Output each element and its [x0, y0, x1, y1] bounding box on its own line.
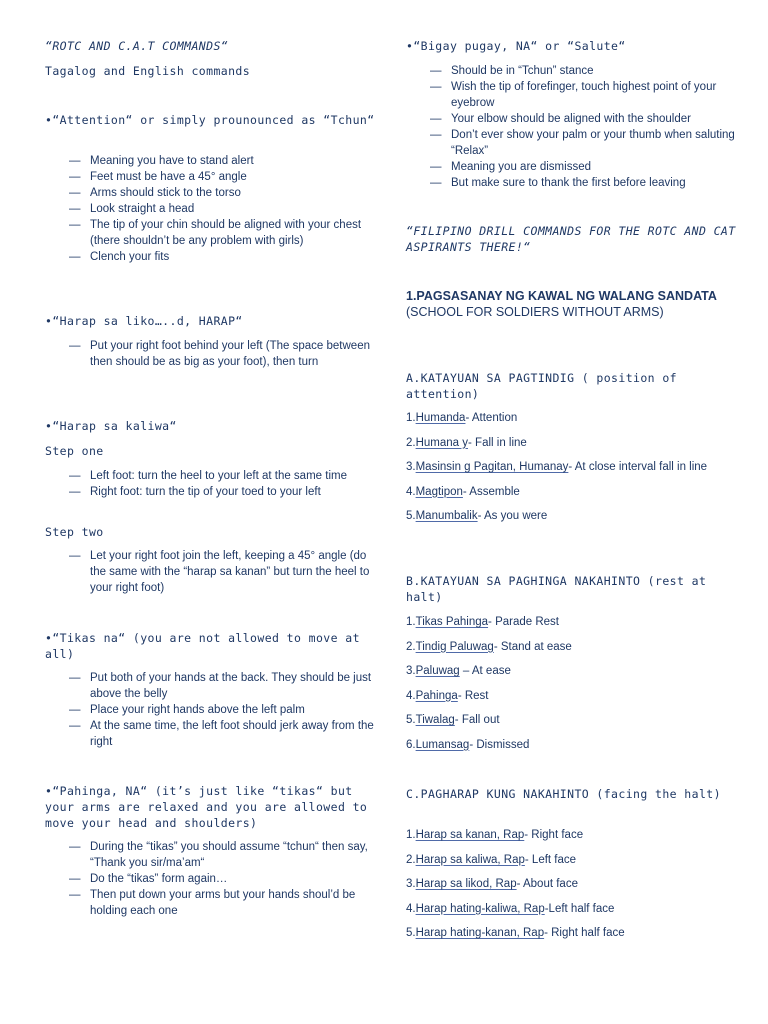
section-c-heading: C.PAGHARAP KUNG NAKAHINTO (facing the halt) [406, 787, 721, 801]
list-item: — Put your right foot behind your left (The space between then should be as big as your foot), then turn [45, 338, 385, 370]
section-1-lead: 1.PAGSASANAY NG KAWAL NG WALANG SANDATA [406, 289, 717, 303]
list-item: — Feet must be have a 45° angle [45, 169, 385, 185]
list-item: — Don’t ever show your palm or your thumb when saluting “Relax” [406, 127, 741, 159]
list-item: — Your elbow should be aligned with the shoulder [406, 111, 741, 127]
list-item: 6.Lumansag- Dismissed [406, 738, 530, 751]
list-item: — The tip of your chin should be aligned with your chest (there shouldn’t be any problem with girls) [45, 217, 385, 249]
list-item: — Put both of your hands at the back. They should be just above the belly [45, 670, 385, 702]
section-1-rest: (SCHOOL FOR SOLDIERS WITHOUT ARMS) [406, 305, 664, 319]
list-item: — Then put down your arms but your hands shoul’d be holding each one [45, 887, 385, 919]
doc-subtitle: Tagalog and English commands [45, 64, 251, 78]
attention-heading: •“Attention“ or simply prounounced as “Tchun“ [45, 113, 375, 127]
list-item: — Wish the tip of forefinger, touch highest point of your eyebrow [406, 79, 741, 111]
list-item: — But make sure to thank the first before leaving [406, 175, 741, 191]
list-item: — Meaning you have to stand alert [45, 153, 385, 169]
list-item: 5.Manumbalik- As you were [406, 510, 548, 522]
section-b-heading: B.KATAYUAN SA PAGHINGA NAKAHINTO (rest at halt) [406, 574, 707, 604]
list-item: — Do the “tikas” form again… [45, 871, 385, 887]
section-a-heading: A.KATAYUAN SA PAGTINDIG ( position of attention) [406, 371, 677, 401]
list-item: — At the same time, the left foot should jerk away from the right [45, 718, 385, 750]
list-item: 4.Pahinga- Rest [406, 689, 489, 702]
list-item: — Right foot: turn the tip of your toed to your left [45, 484, 385, 500]
list-item: 1.Humanda- Attention [406, 412, 518, 424]
list-item: 2.Harap sa kaliwa, Rap- Left face [406, 853, 577, 866]
list-item: — Let your right foot join the left, keeping a 45° angle (do the same with the “harap sa kanan” but turn the heel to your right foot) [45, 548, 385, 596]
list-item: — Place your right hands above the left palm [45, 702, 385, 718]
list-item: 2.Tindig Paluwag- Stand at ease [406, 640, 572, 653]
list-item: — Left foot: turn the heel to your left at the same time [45, 468, 385, 484]
list-item: — Meaning you are dismissed [406, 159, 741, 175]
salute-heading: •“Bigay pugay, NA“ or “Salute“ [406, 39, 626, 53]
step-one-label: Step one [45, 444, 104, 458]
harap-liko-heading: •“Harap sa liko…..d, HARAP“ [45, 314, 243, 328]
doc-title: “ROTC AND C.A.T COMMANDS“ [45, 39, 229, 53]
list-item: 3.Masinsin g Pagitan, Humanay- At close interval fall in line [406, 461, 708, 473]
section-b-list [406, 610, 741, 757]
section-a-list [406, 406, 741, 529]
tikas-heading: •“Tikas na“ (you are not allowed to move at all) [45, 631, 360, 661]
list-item: 1.Tikas Pahinga- Parade Rest [406, 616, 559, 628]
harap-kaliwa-heading: •“Harap sa kaliwa“ [45, 419, 177, 433]
list-item: 5.Tiwalag- Fall out [406, 714, 500, 726]
list-item: — Arms should stick to the torso [45, 185, 385, 201]
list-item: — During the “tikas” you should assume “tchun“ then say, “Thank you sir/ma’am“ [45, 839, 385, 871]
pahinga-list [45, 839, 385, 919]
list-item: 5.Harap hating-kanan, Rap- Right half face [406, 927, 625, 939]
list-item: — Clench your fits [45, 249, 385, 265]
attention-list [45, 153, 385, 265]
section-c-list [406, 823, 741, 946]
list-item: 4.Harap hating-kaliwa, Rap-Left half face [406, 902, 615, 915]
list-item: 4.Magtipon- Assemble [406, 485, 520, 498]
list-item: — Look straight a head [45, 201, 385, 217]
pahinga-heading: •“Pahinga, NA“ (it’s just like “tikas“ but your arms are relaxed and you are allowed to move your head and shoulders) [45, 784, 368, 830]
list-item: — Should be in “Tchun” stance [406, 63, 741, 79]
salute-list [406, 63, 741, 191]
list-item: 2.Humana y- Fall in line [406, 436, 527, 449]
harap-liko-list [45, 338, 385, 370]
list-item: 3.Harap sa likod, Rap- About face [406, 878, 578, 890]
list-item: 3.Paluwag – At ease [406, 665, 511, 677]
section-1-heading [406, 288, 741, 320]
step-two-label: Step two [45, 525, 104, 539]
tikas-list [45, 670, 385, 750]
step-one-list [45, 468, 385, 500]
filipino-drill-title: “FILIPINO DRILL COMMANDS FOR THE ROTC AND CAT ASPIRANTS THERE!“ [406, 224, 736, 254]
list-item: 1.Harap sa kanan, Rap- Right face [406, 829, 584, 841]
step-two-list [45, 548, 385, 596]
